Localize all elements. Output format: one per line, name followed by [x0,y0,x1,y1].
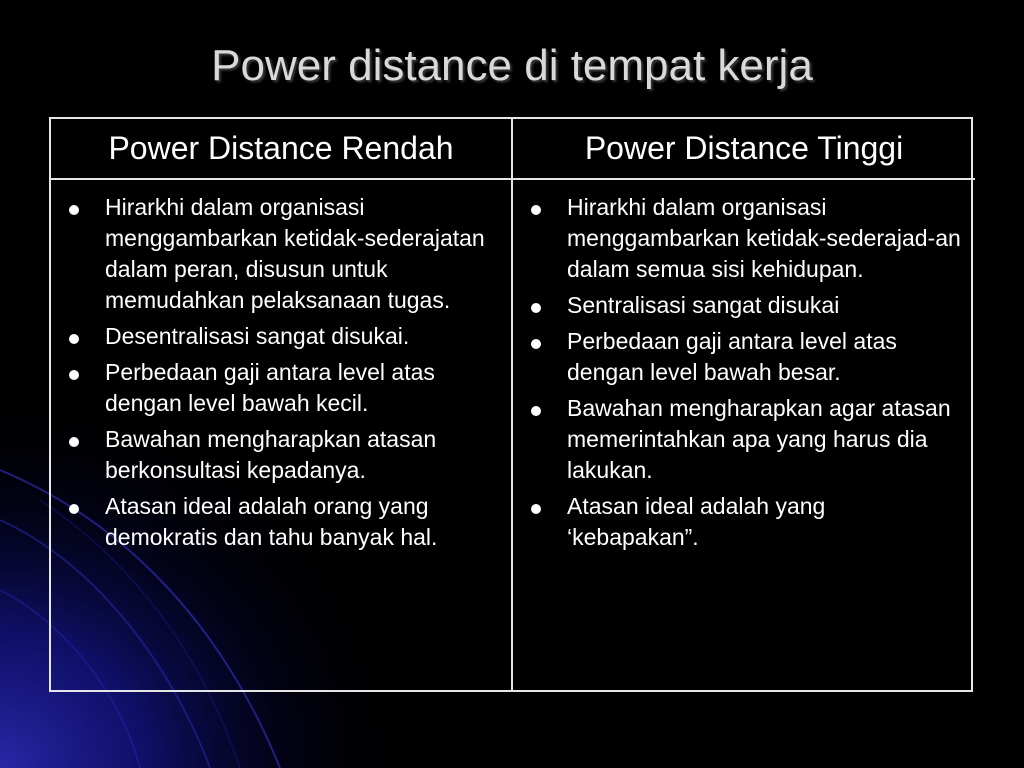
bullet-list-high [527,192,963,553]
bullet-icon [69,205,79,215]
list-item-text: Hirarkhi dalam organisasi menggambarkan ketidak-sederajad-an dalam semua sisi kehidupan. [567,194,961,282]
bullet-icon [531,504,541,514]
list-item [65,491,499,553]
column-high-power-distance [513,180,975,690]
list-item-text: Bawahan mengharapkan atasan berkonsultasi kepadanya. [105,426,437,483]
list-item [65,321,499,352]
list-item-text: Perbedaan gaji antara level atas dengan level bawah besar. [567,328,897,385]
header-high-power-distance: Power Distance Tinggi [513,119,975,180]
bullet-icon [531,205,541,215]
list-item-text: Perbedaan gaji antara level atas dengan level bawah kecil. [105,359,435,416]
bullet-list-low [65,192,499,553]
list-item-text: Atasan ideal adalah orang yang demokratis dan tahu banyak hal. [105,493,438,550]
bullet-icon [69,437,79,447]
list-item-text: Sentralisasi sangat disukai [567,292,840,318]
bullet-icon [69,504,79,514]
bullet-icon [531,339,541,349]
list-item [527,326,963,388]
header-low-power-distance: Power Distance Rendah [51,119,513,180]
list-item [527,393,963,486]
slide-title: Power distance di tempat kerja [211,41,813,90]
list-item-text: Desentralisasi sangat disukai. [105,323,410,349]
list-item [527,290,963,321]
list-item [65,192,499,316]
list-item [65,424,499,486]
bullet-icon [531,303,541,313]
list-item-text: Hirarkhi dalam organisasi menggambarkan ketidak-sederajatan dalam peran, disusun untuk memudahkan pelaksanaan tugas. [105,194,485,313]
column-low-power-distance [51,180,513,690]
list-item [65,357,499,419]
list-item-text: Bawahan mengharapkan agar atasan memerintahkan apa yang harus dia lakukan. [567,395,951,483]
bullet-icon [531,406,541,416]
list-item [527,192,963,285]
list-item [527,491,963,553]
bullet-icon [69,334,79,344]
list-item-text: Atasan ideal adalah yang ‘kebapakan”. [567,493,826,550]
comparison-table [49,117,973,692]
bullet-icon [69,370,79,380]
